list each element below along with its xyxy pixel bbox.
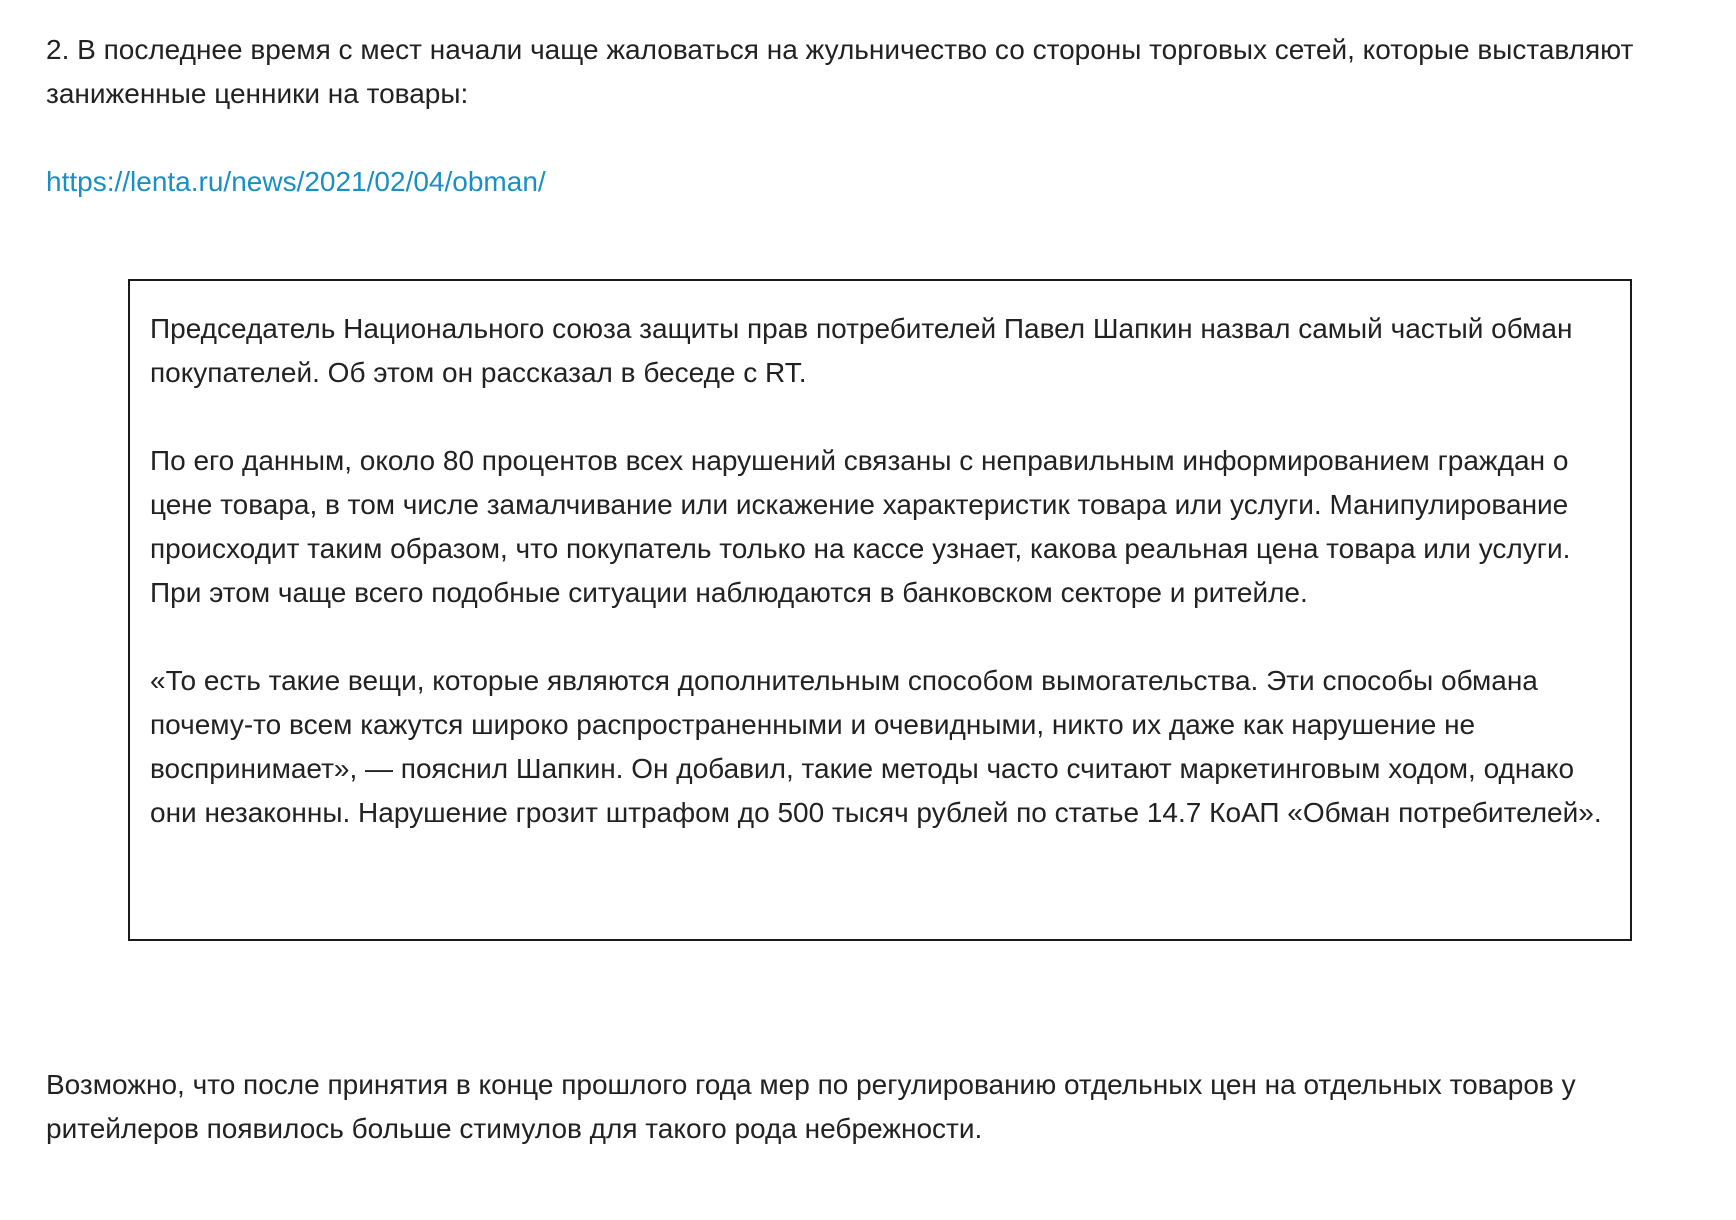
article-body: [46, 28, 1706, 204]
quote-paragraph: Председатель Национального союза защиты прав потребителей Павел Шапкин назвал самый частый обман покупателей. Об этом он рассказал в беседе с RT.: [150, 313, 1573, 388]
quote-paragraph: По его данным, около 80 процентов всех нарушений связаны с неправильным информированием граждан о цене товара, в том числе замалчивание или искажение характеристик товара или услуги. Манипулирование происходит таким образом, что покупатель только на кассе узнает, какова реальная цена товара или услуги. При этом чаще всего подобные ситуации наблюдаются в банковском секторе и ритейле.: [150, 445, 1571, 608]
quote-block: [128, 279, 1632, 941]
intro-paragraph: 2. В последнее время с мест начали чаще жаловаться на жульничество со стороны торговых сетей, которые выставляют заниженные ценники на товары:: [46, 34, 1634, 109]
closing-paragraph: Возможно, что после принятия в конце прошлого года мер по регулированию отдельных цен на отдельных товаров у ритейлеров появилось больше стимулов для такого рода небрежности.: [46, 1069, 1576, 1144]
source-link-row: [46, 160, 1706, 204]
source-link[interactable]: https://lenta.ru/news/2021/02/04/obman/: [46, 166, 546, 197]
quote-paragraph: «То есть такие вещи, которые являются дополнительным способом вымогательства. Эти способы обмана почему-то всем кажутся широко распространенными и очевидными, никто их даже как нарушение не воспринимает», — пояснил Шапкин. Он добавил, такие методы часто считают маркетинговым ходом, однако они незаконны. Нарушение грозит штрафом до 500 тысяч рублей по статье 14.7 КоАП «Обман потребителей».: [150, 665, 1602, 828]
